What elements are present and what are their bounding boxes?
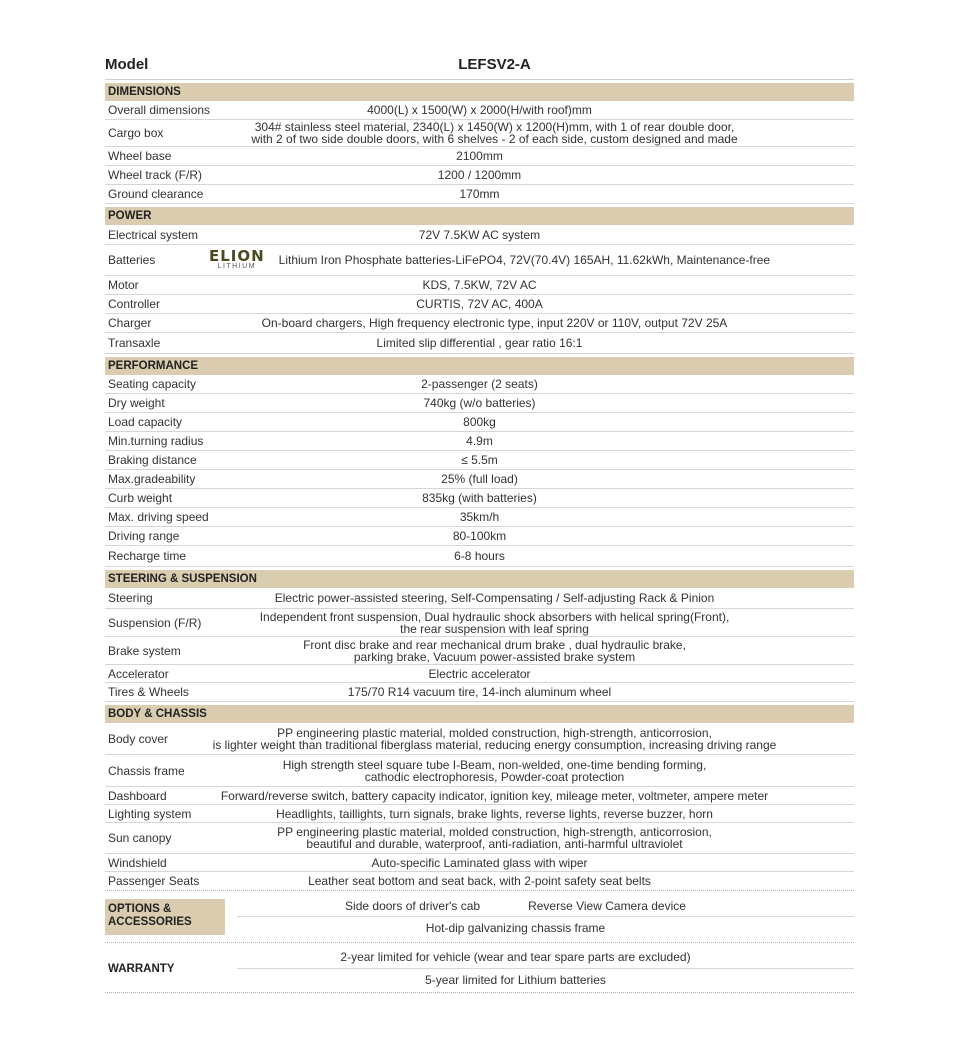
spec-label: Lighting system [108,806,192,821]
spec-value-line: 6-8 hours [454,549,505,563]
spec-label: Batteries [108,253,156,267]
spec-value-line: KDS, 7.5KW, 72V AC [422,278,537,292]
spec-value-line: cathodic electrophoresis, Powder-coat protection [364,769,625,784]
spec-row [105,120,854,147]
spec-value-line: is lighter weight than traditional fiberglass material, reducing energy consumption, increasing driving range [212,737,777,752]
spec-row [105,276,854,295]
spec-row [105,665,854,683]
spec-value-line: Electric accelerator [428,666,531,681]
spec-label: Motor [108,278,139,292]
spec-value [275,530,854,542]
spec-value-line: 740kg (w/o batteries) [423,396,536,410]
spec-row [105,823,854,854]
spec-sheet [105,50,854,993]
spec-label: Max.gradeability [108,472,196,486]
elion-lithium-logo [209,249,265,271]
spec-value [275,435,854,447]
spec-value [275,492,854,504]
spec-value [275,473,854,485]
spec-value-line: 72V 7.5KW AC system [418,227,541,242]
model-label: Model [105,56,149,73]
spec-value-line: 35km/h [459,510,500,524]
model-header [105,50,854,80]
spec-label: Max. driving speed [108,510,209,524]
warranty-item: 5-year limited for Lithium batteries [425,973,606,987]
spec-label: Transaxle [108,336,161,350]
spec-value-line: Electric power-assisted steering, Self-Compensating / Self-adjusting Rack & Pinion [274,591,715,605]
spec-value-line: CURTIS, 72V AC, 400A [416,297,543,311]
spec-row [105,527,854,546]
spec-row [105,394,854,413]
warranty-title: WARRANTY [108,962,175,975]
spec-value [135,826,854,850]
spec-row [105,451,854,470]
options-title-line2: ACCESSORIES [108,916,192,928]
spec-row [105,375,854,394]
spec-value-line: On-board chargers, High frequency electronic type, input 220V or 110V, output 72V 25A [261,316,728,330]
spec-value-line: 2100mm [456,149,503,163]
spec-row [105,637,854,665]
spec-label: Braking distance [108,453,197,467]
spec-label: Windshield [108,855,167,870]
spec-value [135,727,854,751]
spec-label: Curb weight [108,491,173,505]
logo-sub-text: LITHIUM [217,263,257,270]
spec-value-line: 175/70 R14 vacuum tire, 14-inch aluminum wheel [347,685,612,699]
option-item: Side doors of driver's cab [345,898,481,913]
spec-value [135,121,854,145]
spec-value [275,169,854,181]
spec-label: Steering [108,591,153,605]
spec-row [105,489,854,508]
spec-value-line: 2-passenger (2 seats) [421,377,538,391]
spec-row [105,787,854,805]
spec-label: Seating capacity [108,377,197,391]
spec-value-line: PP engineering plastic material, molded construction, high-strength, anticorrosion, [277,825,712,839]
spec-label: Brake system [108,643,181,658]
option-item: Hot-dip galvanizing chassis frame [425,921,606,935]
spec-value-line: 4.9m [466,434,493,448]
section-title-body: BODY & CHASSIS [105,705,854,723]
spec-row [105,470,854,489]
spec-value [135,759,854,783]
options-body [237,895,854,942]
spec-value-line: Independent front suspension, Dual hydraulic shock absorbers with helical spring(Front), [259,609,730,624]
spec-row [105,413,854,432]
section-title-performance: PERFORMANCE [105,357,854,375]
spec-value [208,247,854,271]
spec-label: Recharge time [108,549,187,563]
options-title [105,899,225,935]
spec-label: Min.turning radius [108,434,204,448]
spec-row [105,245,854,276]
spec-value [275,454,854,466]
spec-label: Electrical system [108,227,199,242]
spec-value-line: Limited slip differential , gear ratio 16:1 [376,336,583,350]
spec-row [105,432,854,451]
spec-value [275,511,854,523]
section-title-dimensions: DIMENSIONS [105,83,854,101]
spec-value-line: Auto-specific Laminated glass with wiper [371,855,588,870]
spec-value [275,686,854,698]
option-item: Reverse View Camera device [528,898,686,913]
spec-value-line: 170mm [459,187,500,201]
spec-value [275,104,854,116]
spec-row [105,872,854,891]
spec-value-line: 25% (full load) [441,472,518,486]
spec-value-line: with 2 of two side double doors, with 6 shelves - 2 of each side, custom designed and made [251,132,738,146]
spec-value [135,808,854,820]
spec-value-line: the rear suspension with leaf spring [400,621,589,636]
spec-value-line: Leather seat bottom and seat back, with 2-point safety seat belts [308,874,651,888]
spec-row [105,588,854,609]
spec-label: Ground clearance [108,187,204,201]
spec-label: Wheel base [108,149,172,163]
spec-row [105,609,854,637]
spec-value [275,416,854,428]
spec-label: Driving range [108,529,180,543]
spec-value-line: parking brake, Vacuum power-assisted brake system [353,649,636,664]
spec-label: Controller [108,297,161,311]
spec-value [275,229,854,241]
spec-label: Dry weight [108,396,165,410]
spec-value-line: Forward/reverse switch, battery capacity indicator, ignition key, mileage meter, voltmeter, ampere meter [220,788,769,803]
spec-value-line: Headlights, taillights, turn signals, brake lights, reverse lights, reverse buzzer, horn [276,806,713,821]
spec-value [135,611,854,635]
spec-value [135,790,854,802]
spec-value [275,279,854,291]
spec-value [275,188,854,200]
spec-label: Load capacity [108,415,183,429]
spec-value-line: Front disc brake and rear mechanical drum brake , dual hydraulic brake, [303,637,686,652]
model-value: LEFSV2-A [458,56,531,73]
spec-label: Sun canopy [108,831,172,845]
spec-value [275,550,854,562]
spec-label: Accelerator [108,666,169,681]
spec-row [105,333,854,354]
options-title-line1: OPTIONS & [108,903,172,915]
spec-label: Cargo box [108,126,164,140]
spec-value-line: PP engineering plastic material, molded construction, high-strength, anticorrosion, [277,725,712,740]
spec-row [105,508,854,527]
spec-label: Wheel track (F/R) [108,168,203,182]
warranty-body [237,945,854,992]
warranty [105,945,854,993]
spec-value-line: beautiful and durable, waterproof, anti-radiation, anti-harmful ultraviolet [306,837,683,851]
spec-label: Charger [108,316,152,330]
spec-value-line: ≤ 5.5m [461,453,498,467]
spec-value-line: 4000(L) x 1500(W) x 2000(H/with roof)mm [367,103,592,117]
warranty-item: 2-year limited for vehicle (wear and tear spare parts are excluded) [237,945,854,969]
spec-label: Overall dimensions [108,103,211,117]
spec-value [275,378,854,390]
options-accessories [105,895,854,943]
spec-value [275,857,854,869]
spec-label: Suspension (F/R) [108,615,202,630]
spec-row [105,147,854,166]
spec-row [105,314,854,333]
spec-value [275,668,854,680]
spec-value-line: 1200 / 1200mm [437,168,522,182]
section-title-power: POWER [105,207,854,225]
spec-row [105,854,854,872]
spec-row [105,166,854,185]
spec-label: Tires & Wheels [108,685,189,699]
spec-value [135,317,854,329]
spec-label: Chassis frame [108,763,185,778]
spec-row [105,295,854,314]
spec-row [105,225,854,245]
spec-row [105,185,854,204]
spec-value [135,639,854,663]
logo-main-text: ELION [208,247,265,265]
spec-label: Body cover [108,731,169,746]
spec-row [105,723,854,755]
spec-value-line: 800kg [463,415,496,429]
spec-value [275,337,854,349]
spec-value [275,298,854,310]
spec-row [105,755,854,787]
spec-value-line: 835kg (with batteries) [422,491,537,505]
spec-value [275,397,854,409]
spec-label: Dashboard [108,788,167,803]
spec-value-line: 304# stainless steel material, 2340(L) x 1450(W) x 1200(H)mm, with 1 of rear double door, [254,120,735,134]
spec-row [105,683,854,702]
spec-row [105,546,854,567]
spec-value [275,875,854,887]
section-title-steering: STEERING & SUSPENSION [105,570,854,588]
spec-value-line: Lithium Iron Phosphate batteries-LiFePO4, 72V(70.4V) 165AH, 11.62kWh, Maintenance-free [278,253,771,267]
spec-label: Passenger Seats [108,874,200,888]
spec-value [275,150,854,162]
spec-value-line: High strength steel square tube I-Beam, non-welded, one-time bending forming, [282,757,707,772]
spec-row [105,101,854,120]
spec-row [105,805,854,823]
spec-value-line: 80-100km [452,529,507,543]
spec-value [135,592,854,604]
